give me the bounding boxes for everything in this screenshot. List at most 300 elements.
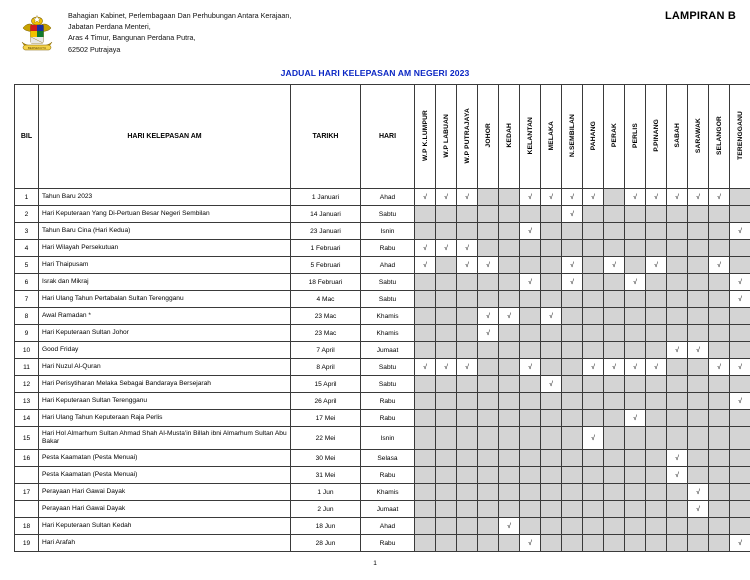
page-title: JADUAL HARI KELEPASAN AM NEGERI 2023 — [280, 68, 470, 78]
cell-state-mark — [457, 484, 478, 501]
col-header-state-0 — [415, 85, 436, 189]
cell-state-mark — [583, 518, 604, 535]
table-row — [15, 359, 750, 376]
cell-state-mark — [562, 325, 583, 342]
cell-state-mark — [667, 257, 688, 274]
check-icon: √ — [570, 278, 574, 286]
cell-state-mark — [478, 206, 499, 223]
col-header-state-3 — [478, 85, 499, 189]
cell-state-mark — [646, 410, 667, 427]
cell-bil — [15, 467, 39, 484]
cell-state-mark — [457, 189, 478, 206]
cell-state-mark — [541, 427, 562, 450]
cell-state-mark — [541, 359, 562, 376]
check-icon: √ — [654, 363, 658, 371]
cell-holiday-name: Israk dan Mikraj — [39, 274, 291, 291]
cell-state-mark — [583, 325, 604, 342]
cell-state-mark — [688, 450, 709, 467]
cell-date: 1 Januari — [291, 189, 361, 206]
cell-state-mark — [562, 410, 583, 427]
cell-state-mark — [688, 223, 709, 240]
cell-state-mark — [436, 393, 457, 410]
table-row — [15, 410, 750, 427]
check-icon: √ — [612, 261, 616, 269]
cell-day: Ahad — [361, 257, 415, 274]
cell-state-mark — [709, 359, 730, 376]
cell-state-mark — [436, 189, 457, 206]
cell-state-mark — [520, 274, 541, 291]
cell-state-mark — [562, 291, 583, 308]
check-icon: √ — [507, 522, 511, 530]
cell-state-mark — [730, 342, 750, 359]
cell-state-mark — [604, 240, 625, 257]
cell-state-mark — [667, 376, 688, 393]
check-icon: √ — [444, 244, 448, 252]
cell-state-mark — [436, 484, 457, 501]
cell-day: Rabu — [361, 240, 415, 257]
cell-state-mark — [709, 240, 730, 257]
cell-state-mark — [667, 518, 688, 535]
cell-state-mark — [604, 223, 625, 240]
cell-bil: 18 — [15, 518, 39, 535]
cell-bil: 11 — [15, 359, 39, 376]
cell-state-mark — [457, 535, 478, 552]
cell-state-mark — [730, 240, 750, 257]
cell-state-mark — [562, 274, 583, 291]
col-header-state-15 — [730, 85, 750, 189]
cell-state-mark — [667, 393, 688, 410]
cell-holiday-name: Awal Ramadan * — [39, 308, 291, 325]
cell-day: Selasa — [361, 450, 415, 467]
table-row — [15, 257, 750, 274]
cell-date: 15 April — [291, 376, 361, 393]
cell-state-mark — [667, 223, 688, 240]
cell-state-mark — [478, 410, 499, 427]
cell-state-mark — [499, 535, 520, 552]
cell-state-mark — [520, 501, 541, 518]
cell-state-mark — [478, 393, 499, 410]
col-header-state-label: P.PINANG — [653, 119, 660, 152]
cell-bil: 2 — [15, 206, 39, 223]
cell-bil: 3 — [15, 223, 39, 240]
cell-state-mark — [688, 518, 709, 535]
cell-state-mark — [457, 274, 478, 291]
cell-state-mark — [583, 291, 604, 308]
cell-state-mark — [583, 484, 604, 501]
cell-day: Khamis — [361, 325, 415, 342]
cell-state-mark — [604, 427, 625, 450]
cell-state-mark — [541, 501, 562, 518]
col-header-state-6 — [541, 85, 562, 189]
cell-state-mark — [520, 393, 541, 410]
cell-state-mark — [583, 342, 604, 359]
cell-state-mark — [709, 325, 730, 342]
table-row — [15, 189, 750, 206]
cell-day: Isnin — [361, 223, 415, 240]
cell-state-mark — [583, 376, 604, 393]
cell-state-mark — [688, 535, 709, 552]
cell-state-mark — [604, 450, 625, 467]
cell-state-mark — [499, 325, 520, 342]
table-row — [15, 467, 750, 484]
cell-state-mark — [562, 501, 583, 518]
col-header-state-9 — [604, 85, 625, 189]
col-header-state-label: KELANTAN — [527, 116, 534, 155]
cell-state-mark — [436, 518, 457, 535]
cell-state-mark — [457, 342, 478, 359]
cell-holiday-name: Perayaan Hari Gawai Dayak — [39, 501, 291, 518]
cell-day: Sabtu — [361, 376, 415, 393]
cell-state-mark — [478, 501, 499, 518]
cell-day: Sabtu — [361, 274, 415, 291]
cell-state-mark — [688, 501, 709, 518]
cell-state-mark — [478, 450, 499, 467]
cell-state-mark — [499, 376, 520, 393]
cell-state-mark — [436, 501, 457, 518]
cell-state-mark — [415, 240, 436, 257]
cell-state-mark — [541, 467, 562, 484]
col-header-state-8 — [583, 85, 604, 189]
cell-state-mark — [436, 535, 457, 552]
cell-bil: 10 — [15, 342, 39, 359]
cell-date: 23 Mac — [291, 325, 361, 342]
cell-state-mark — [457, 393, 478, 410]
cell-state-mark — [499, 410, 520, 427]
page-number: 1 — [373, 560, 377, 567]
cell-state-mark — [520, 223, 541, 240]
cell-state-mark — [646, 342, 667, 359]
cell-state-mark — [478, 376, 499, 393]
table-row — [15, 308, 750, 325]
cell-holiday-name: Hari Nuzul Al-Quran — [39, 359, 291, 376]
check-icon: √ — [696, 193, 700, 201]
cell-date: 23 Januari — [291, 223, 361, 240]
table-row — [15, 393, 750, 410]
cell-state-mark — [583, 427, 604, 450]
cell-state-mark — [667, 189, 688, 206]
cell-state-mark — [646, 206, 667, 223]
cell-state-mark — [415, 359, 436, 376]
col-header-state-13 — [688, 85, 709, 189]
cell-state-mark — [562, 450, 583, 467]
cell-state-mark — [520, 325, 541, 342]
cell-state-mark — [541, 535, 562, 552]
cell-state-mark — [541, 206, 562, 223]
cell-state-mark — [415, 206, 436, 223]
cell-state-mark — [730, 274, 750, 291]
cell-bil: 6 — [15, 274, 39, 291]
col-header-state-label: SABAH — [674, 123, 681, 148]
cell-state-mark — [562, 427, 583, 450]
cell-state-mark — [478, 240, 499, 257]
cell-date: 14 Januari — [291, 206, 361, 223]
cell-state-mark — [604, 308, 625, 325]
cell-state-mark — [541, 325, 562, 342]
table-row — [15, 291, 750, 308]
cell-state-mark — [457, 427, 478, 450]
cell-state-mark — [625, 535, 646, 552]
cell-date: 4 Mac — [291, 291, 361, 308]
table-row — [15, 223, 750, 240]
cell-state-mark — [688, 342, 709, 359]
cell-state-mark — [667, 291, 688, 308]
check-icon: √ — [675, 193, 679, 201]
cell-holiday-name: Good Friday — [39, 342, 291, 359]
cell-state-mark — [436, 206, 457, 223]
cell-state-mark — [562, 359, 583, 376]
cell-holiday-name: Hari Arafah — [39, 535, 291, 552]
col-header-state-label: PERAK — [611, 123, 618, 148]
check-icon: √ — [465, 193, 469, 201]
org-line-4: 62502 Putrajaya — [68, 44, 121, 54]
table-row — [15, 274, 750, 291]
cell-holiday-name: Pesta Kaamatan (Pesta Menuai) — [39, 467, 291, 484]
cell-state-mark — [688, 376, 709, 393]
cell-state-mark — [436, 240, 457, 257]
cell-state-mark — [415, 484, 436, 501]
cell-bil: 9 — [15, 325, 39, 342]
cell-state-mark — [478, 535, 499, 552]
cell-state-mark — [562, 393, 583, 410]
cell-state-mark — [541, 410, 562, 427]
cell-state-mark — [625, 342, 646, 359]
cell-date: 17 Mei — [291, 410, 361, 427]
cell-holiday-name: Perayaan Hari Gawai Dayak — [39, 484, 291, 501]
cell-holiday-name: Tahun Baru Cina (Hari Kedua) — [39, 223, 291, 240]
check-icon: √ — [507, 312, 511, 320]
check-icon: √ — [549, 312, 553, 320]
cell-state-mark — [436, 325, 457, 342]
cell-state-mark — [604, 410, 625, 427]
check-icon: √ — [633, 193, 637, 201]
cell-state-mark — [730, 410, 750, 427]
cell-state-mark — [646, 518, 667, 535]
cell-state-mark — [625, 240, 646, 257]
document-header — [0, 0, 750, 58]
cell-date: 1 Februari — [291, 240, 361, 257]
cell-state-mark — [688, 484, 709, 501]
cell-state-mark — [709, 535, 730, 552]
lampiran-label: LAMPIRAN B — [664, 10, 736, 22]
cell-state-mark — [667, 206, 688, 223]
cell-state-mark — [625, 325, 646, 342]
cell-state-mark — [646, 189, 667, 206]
check-icon: √ — [570, 261, 574, 269]
cell-state-mark — [688, 467, 709, 484]
cell-state-mark — [499, 223, 520, 240]
cell-state-mark — [625, 359, 646, 376]
cell-state-mark — [709, 501, 730, 518]
cell-day: Rabu — [361, 410, 415, 427]
cell-state-mark — [520, 291, 541, 308]
cell-state-mark — [625, 291, 646, 308]
cell-state-mark — [688, 325, 709, 342]
cell-state-mark — [478, 189, 499, 206]
cell-state-mark — [520, 206, 541, 223]
cell-state-mark — [709, 376, 730, 393]
cell-state-mark — [583, 223, 604, 240]
table-row — [15, 518, 750, 535]
cell-state-mark — [457, 501, 478, 518]
cell-day: Sabtu — [361, 359, 415, 376]
cell-state-mark — [499, 427, 520, 450]
cell-state-mark — [604, 467, 625, 484]
cell-date: 30 Mei — [291, 450, 361, 467]
check-icon: √ — [717, 363, 721, 371]
cell-day: Khamis — [361, 308, 415, 325]
table-row — [15, 450, 750, 467]
cell-state-mark — [541, 484, 562, 501]
cell-state-mark — [667, 535, 688, 552]
cell-state-mark — [730, 501, 750, 518]
col-header-state-label: KEDAH — [506, 123, 513, 148]
cell-state-mark — [688, 240, 709, 257]
cell-state-mark — [646, 325, 667, 342]
cell-state-mark — [604, 535, 625, 552]
cell-state-mark — [562, 467, 583, 484]
cell-date: 26 April — [291, 393, 361, 410]
cell-state-mark — [730, 450, 750, 467]
cell-state-mark — [415, 291, 436, 308]
cell-state-mark — [499, 501, 520, 518]
cell-day: Rabu — [361, 467, 415, 484]
check-icon: √ — [696, 505, 700, 513]
cell-date: 8 April — [291, 359, 361, 376]
cell-state-mark — [520, 484, 541, 501]
cell-state-mark — [625, 501, 646, 518]
cell-state-mark — [625, 393, 646, 410]
cell-bil: 14 — [15, 410, 39, 427]
cell-bil: 12 — [15, 376, 39, 393]
check-icon: √ — [549, 380, 553, 388]
cell-state-mark — [625, 376, 646, 393]
col-header-state-label: W.P LABUAN — [443, 113, 450, 158]
cell-state-mark — [457, 518, 478, 535]
cell-state-mark — [499, 450, 520, 467]
check-icon: √ — [444, 363, 448, 371]
cell-state-mark — [562, 376, 583, 393]
cell-holiday-name: Hari Wilayah Persekutuan — [39, 240, 291, 257]
cell-date: 31 Mei — [291, 467, 361, 484]
cell-bil: 13 — [15, 393, 39, 410]
cell-holiday-name: Hari Keputeraan Sultan Terengganu — [39, 393, 291, 410]
col-header-state-12 — [667, 85, 688, 189]
cell-state-mark — [667, 450, 688, 467]
col-header-state-11 — [646, 85, 667, 189]
cell-state-mark — [730, 223, 750, 240]
table-body — [15, 189, 750, 552]
cell-state-mark — [583, 308, 604, 325]
cell-state-mark — [520, 308, 541, 325]
check-icon: √ — [738, 227, 742, 235]
check-icon: √ — [486, 312, 490, 320]
cell-state-mark — [436, 467, 457, 484]
cell-state-mark — [520, 189, 541, 206]
cell-state-mark — [625, 467, 646, 484]
cell-holiday-name: Hari Ulang Tahun Pertabalan Sultan Terengganu — [39, 291, 291, 308]
cell-state-mark — [730, 308, 750, 325]
col-header-state-10 — [625, 85, 646, 189]
check-icon: √ — [717, 193, 721, 201]
cell-state-mark — [583, 189, 604, 206]
check-icon: √ — [570, 193, 574, 201]
cell-state-mark — [436, 291, 457, 308]
cell-state-mark — [646, 223, 667, 240]
cell-state-mark — [520, 240, 541, 257]
cell-state-mark — [457, 410, 478, 427]
check-icon: √ — [528, 193, 532, 201]
check-icon: √ — [738, 295, 742, 303]
cell-state-mark — [709, 206, 730, 223]
table-header-row — [15, 85, 750, 189]
cell-state-mark — [436, 450, 457, 467]
cell-state-mark — [415, 518, 436, 535]
cell-state-mark — [646, 240, 667, 257]
cell-state-mark — [478, 518, 499, 535]
cell-state-mark — [667, 467, 688, 484]
cell-state-mark — [415, 535, 436, 552]
cell-state-mark — [562, 223, 583, 240]
cell-bil: 8 — [15, 308, 39, 325]
cell-state-mark — [415, 257, 436, 274]
cell-state-mark — [604, 342, 625, 359]
cell-holiday-name: Hari Perisytiharan Melaka Sebagai Bandaraya Bersejarah — [39, 376, 291, 393]
check-icon: √ — [717, 261, 721, 269]
cell-state-mark — [415, 189, 436, 206]
check-icon: √ — [528, 539, 532, 547]
cell-state-mark — [478, 291, 499, 308]
cell-state-mark — [457, 450, 478, 467]
cell-state-mark — [730, 291, 750, 308]
cell-bil: 4 — [15, 240, 39, 257]
cell-state-mark — [562, 535, 583, 552]
cell-state-mark — [520, 376, 541, 393]
cell-state-mark — [499, 240, 520, 257]
cell-state-mark — [415, 410, 436, 427]
cell-state-mark — [478, 467, 499, 484]
cell-state-mark — [541, 240, 562, 257]
col-header-state-4 — [499, 85, 520, 189]
cell-day: Isnin — [361, 427, 415, 450]
cell-state-mark — [436, 223, 457, 240]
cell-state-mark — [604, 291, 625, 308]
cell-state-mark — [709, 518, 730, 535]
cell-state-mark — [478, 342, 499, 359]
cell-state-mark — [583, 206, 604, 223]
cell-state-mark — [520, 450, 541, 467]
cell-state-mark — [709, 427, 730, 450]
cell-state-mark — [646, 308, 667, 325]
cell-state-mark — [646, 291, 667, 308]
cell-bil: 19 — [15, 535, 39, 552]
cell-state-mark — [709, 467, 730, 484]
cell-state-mark — [709, 291, 730, 308]
cell-state-mark — [730, 535, 750, 552]
cell-state-mark — [604, 359, 625, 376]
cell-state-mark — [562, 342, 583, 359]
cell-state-mark — [646, 427, 667, 450]
check-icon: √ — [633, 363, 637, 371]
cell-state-mark — [583, 501, 604, 518]
cell-state-mark — [667, 427, 688, 450]
cell-state-mark — [415, 450, 436, 467]
cell-state-mark — [562, 308, 583, 325]
table-header — [15, 85, 750, 189]
cell-date: 7 April — [291, 342, 361, 359]
cell-state-mark — [709, 484, 730, 501]
cell-state-mark — [415, 501, 436, 518]
holiday-table — [14, 84, 750, 552]
